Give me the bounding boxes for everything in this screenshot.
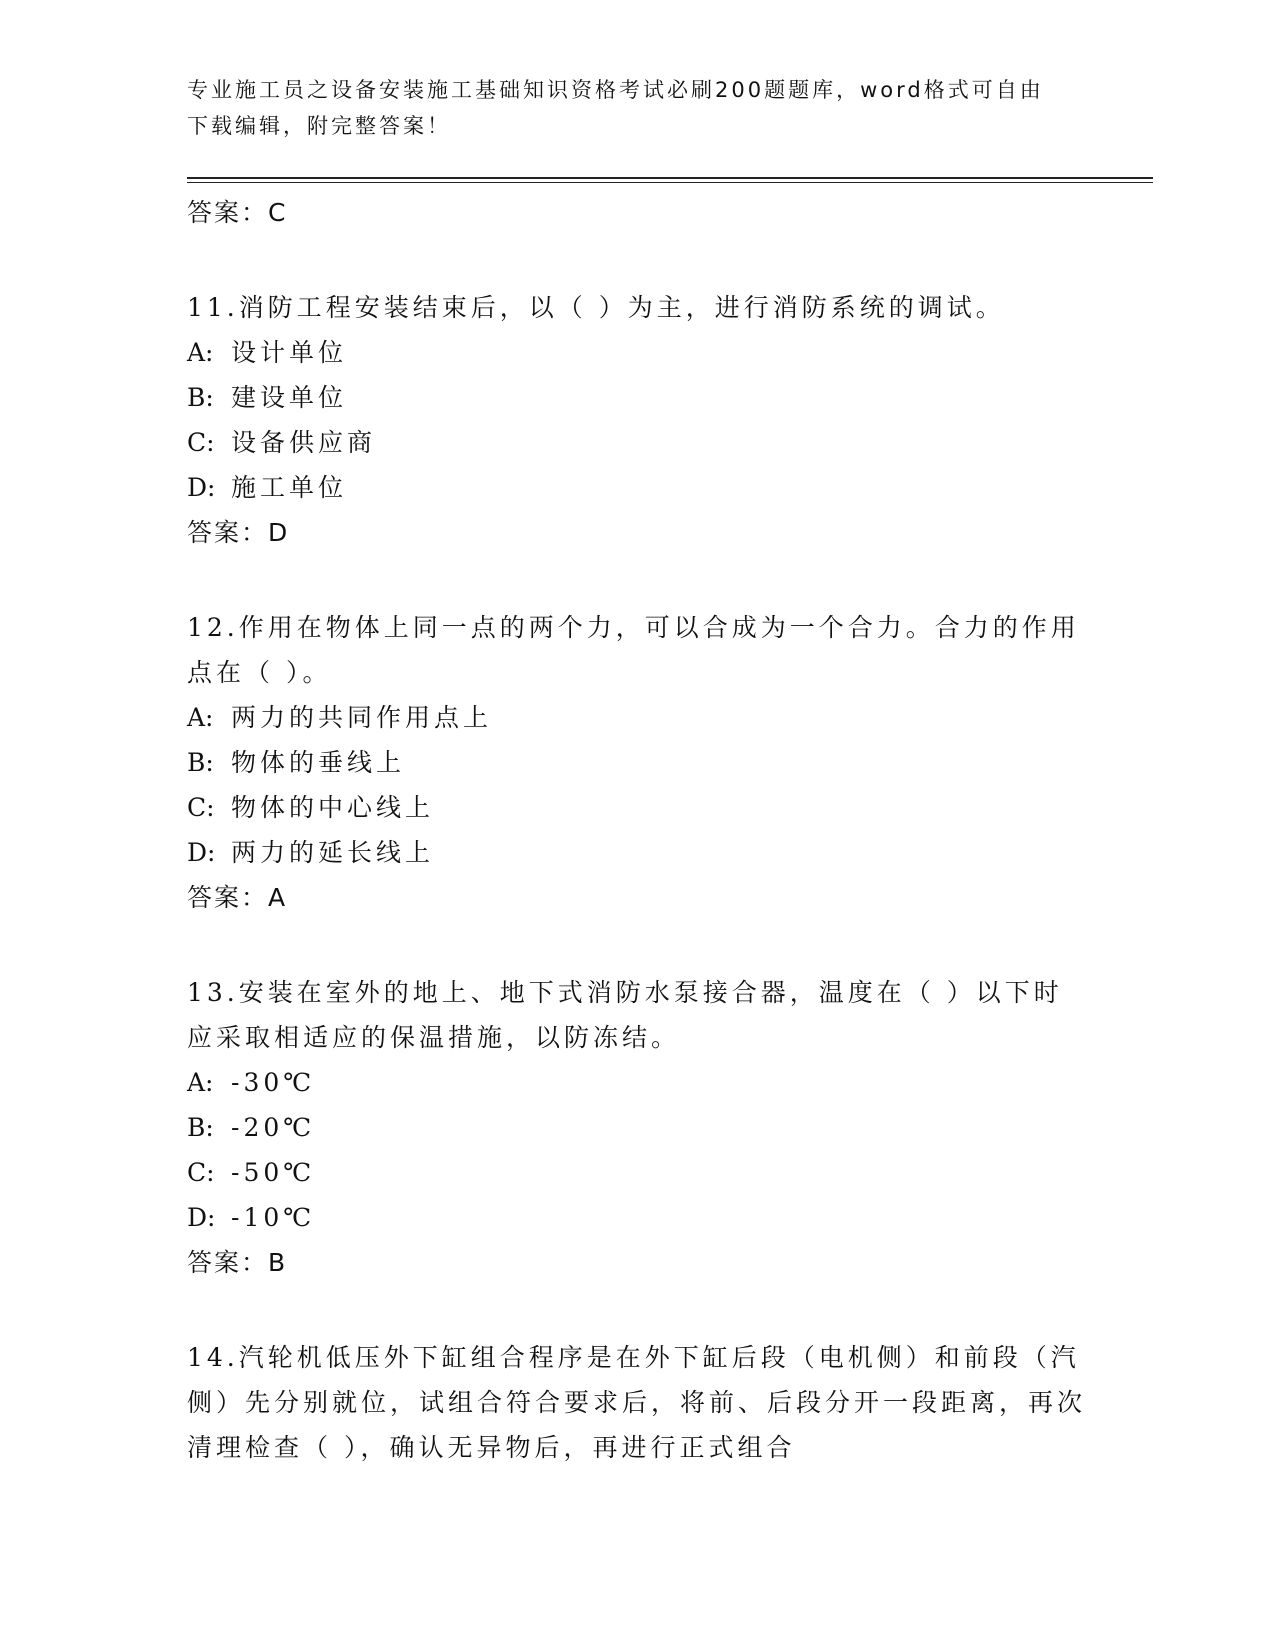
answer-line	[187, 875, 1087, 920]
option-text: 设计单位	[231, 338, 348, 367]
question-text: 安装在室外的地上、地下式消防水泵接合器，温度在（ ）以下时应采取相适应的保温措施，以防冻结。	[187, 978, 1063, 1052]
option-label: D:	[187, 473, 216, 502]
option-label: A:	[187, 338, 214, 367]
header-text: 专业施工员之设备安装施工基础知识资格考试必刷200题题库，word格式可自由下载编辑，附完整答案！	[187, 78, 1044, 138]
question-text: 消防工程安装结束后，以（ ）为主，进行消防系统的调试。	[238, 293, 1005, 322]
header-rule-thick	[187, 177, 1153, 179]
header-rule-thin	[187, 182, 1153, 183]
option-text: 两力的共同作用点上	[231, 703, 493, 732]
option-c	[187, 420, 1087, 465]
option-text: 设备供应商	[231, 428, 377, 457]
answer-value: A	[268, 883, 288, 912]
option-c	[187, 785, 1087, 830]
question-text: 汽轮机低压外下缸组合程序是在外下缸后段（电机侧）和前段（汽侧）先分别就位，试组合符合要求后，将前、后段分开一段距离，再次清理检查（ ），确认无异物后，再进行正式组合	[187, 1343, 1087, 1462]
option-text: 物体的中心线上	[231, 793, 435, 822]
document-body	[187, 190, 1087, 1470]
question-number: 12.	[187, 613, 239, 642]
option-a	[187, 695, 1087, 740]
question-number: 13.	[187, 978, 239, 1007]
option-text: 施工单位	[231, 473, 348, 502]
question-stem	[187, 605, 1087, 695]
option-label: C:	[187, 793, 215, 822]
option-d	[187, 830, 1087, 875]
option-label: B:	[187, 748, 214, 777]
answer-value: D	[268, 518, 290, 547]
question-stem	[187, 1335, 1087, 1470]
answer-value: C	[268, 198, 288, 227]
option-text: 建设单位	[231, 383, 348, 412]
option-c	[187, 1150, 1087, 1195]
option-text: 两力的延长线上	[231, 838, 435, 867]
option-label: D:	[187, 1203, 216, 1232]
option-a	[187, 330, 1087, 375]
question-item	[187, 1335, 1087, 1470]
answer-line	[187, 190, 1087, 235]
option-b	[187, 375, 1087, 420]
question-item	[187, 605, 1087, 920]
answer-value: B	[268, 1248, 288, 1277]
option-text: -30℃	[231, 1068, 316, 1097]
question-item	[187, 285, 1087, 555]
answer-line	[187, 510, 1087, 555]
option-label: A:	[187, 703, 214, 732]
option-text: -20℃	[231, 1113, 316, 1142]
question-stem	[187, 285, 1087, 330]
option-label: C:	[187, 428, 215, 457]
answer-label: 答案：	[187, 1248, 269, 1277]
question-stem	[187, 970, 1087, 1060]
option-a	[187, 1060, 1087, 1105]
question-text: 作用在物体上同一点的两个力，可以合成为一个合力。合力的作用点在（ ）。	[187, 613, 1080, 687]
question-number: 14.	[187, 1343, 239, 1372]
answer-label: 答案：	[187, 518, 269, 547]
answer-line	[187, 1240, 1087, 1285]
page-header	[187, 72, 1067, 144]
option-d	[187, 1195, 1087, 1240]
option-label: B:	[187, 383, 214, 412]
answer-label: 答案：	[187, 883, 269, 912]
option-text: 物体的垂线上	[231, 748, 406, 777]
option-b	[187, 740, 1087, 785]
option-b	[187, 1105, 1087, 1150]
option-label: D:	[187, 838, 216, 867]
option-label: A:	[187, 1068, 214, 1097]
option-text: -10℃	[231, 1203, 316, 1232]
answer-label: 答案：	[187, 198, 269, 227]
option-d	[187, 465, 1087, 510]
question-number: 11.	[187, 293, 239, 322]
option-label: C:	[187, 1158, 215, 1187]
option-label: B:	[187, 1113, 214, 1142]
option-text: -50℃	[231, 1158, 316, 1187]
question-item	[187, 970, 1087, 1285]
